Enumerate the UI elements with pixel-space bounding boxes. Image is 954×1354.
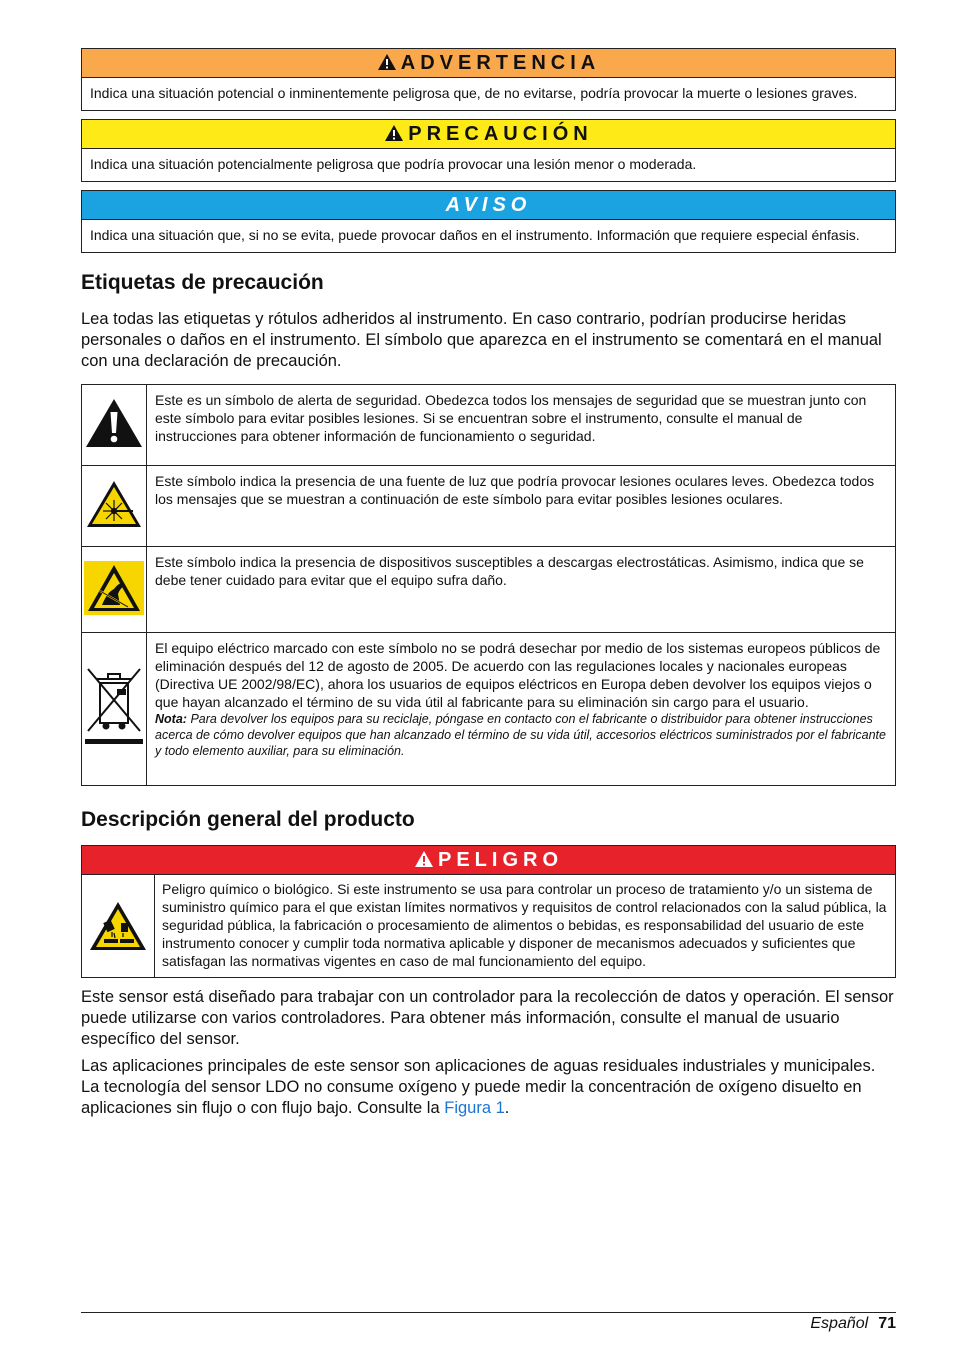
notice-box <box>81 190 896 253</box>
page-footer <box>81 1312 896 1333</box>
overview-para-2 <box>81 1056 896 1119</box>
danger-title: PELIGRO <box>437 849 563 871</box>
symbol-cell <box>82 633 147 786</box>
safety-alert-icon <box>84 397 144 449</box>
caution-text: Indica una situación potencialmente peligrosa que podría provocar una lesión menor o moderada. <box>90 156 697 172</box>
table-row <box>82 466 896 547</box>
footer-language: Español <box>810 1315 869 1332</box>
note-text: Para devolver los equipos para su reciclaje, póngase en contacto con el fabricante o distribuidor para obtener instrucciones acerca de cómo devolver equipos que han alcanzado el término de su vida útil, accesorios eléctricos suministrados por el fabricante y todo elemento auxiliar, para su eliminación. <box>155 712 886 758</box>
danger-text: Peligro químico o biológico. Si este instrumento se usa para controlar un proceso de tratamiento y/o un sistema de suministro químico para el que existan límites normativos y requisitos de control relacionados con la salud pública, la seguridad pública, la fabricación o procesamiento de alimentos o bebidas, es responsabilidad del usuario de este instrumento conocer y cumplir toda normativa aplicable y disponer de mecanismos adecuados y suficientes que satisfagan las normativas vigentes en caso de mal funcionamiento del equipo. <box>162 881 887 969</box>
figure-1-link[interactable]: Figura 1 <box>444 1099 505 1117</box>
esd-icon <box>84 561 144 615</box>
notice-title: AVISO <box>445 194 532 216</box>
warning-triangle-icon <box>384 124 404 142</box>
symbols-table <box>81 384 896 786</box>
danger-icon-cell <box>82 875 155 977</box>
notice-header <box>82 191 895 220</box>
page-content <box>81 48 896 1119</box>
danger-box <box>81 845 896 978</box>
weee-bin-icon <box>84 665 144 749</box>
para2-end: . <box>504 1099 510 1117</box>
corrosive-icon <box>88 900 148 952</box>
symbol-description: Este símbolo indica la presencia de dispositivos susceptibles a descargas electrostáticas. Asimismo, indica que se debe tener cuidado para evitar que el equipo sufra daño. <box>147 547 896 633</box>
symbol-cell <box>82 466 147 547</box>
table-row <box>82 633 896 786</box>
weee-text: El equipo eléctrico marcado con este símbolo no se podrá desechar por medio de los sistemas europeos públicos de eliminación después del 12 de agosto de 2005. De acuerdo con las regulaciones locales y nacionales europeas (Directiva UE 2002/98/EC), ahora los usuarios de equipos eléctricos en Europa deben devolver los equipos viejos o que hayan alcanzado el término de su vida útil al fabricante para su eliminación sin cargo para el usuario. <box>155 640 881 710</box>
page-number: 71 <box>878 1315 896 1332</box>
caution-header <box>82 120 895 149</box>
symbol-description-cell <box>147 633 896 786</box>
para2-text: Las aplicaciones principales de este sensor son aplicaciones de aguas residuales industriales y municipales. La tecnología del sensor LDO no consume oxígeno y puede medir la concentración de oxígeno disuelto en aplicaciones sin flujo o con flujo bajo. Consulte la <box>81 1057 876 1117</box>
symbol-description: Este es un símbolo de alerta de seguridad. Obedezca todos los mensajes de seguridad que se muestran junto con este símbolo para evitar posibles lesiones. Si se encuentran sobre el instrumento, consulte el manual de instrucciones para obtener información de funcionamiento o seguridad. <box>147 385 896 466</box>
warning-triangle-icon <box>377 53 397 71</box>
caution-box <box>81 119 896 182</box>
weee-note <box>155 711 887 759</box>
symbol-cell <box>82 547 147 633</box>
danger-header <box>82 846 895 875</box>
warning-triangle-icon <box>414 850 434 868</box>
laser-hazard-icon <box>85 479 143 529</box>
warning-title: ADVERTENCIA <box>400 52 601 74</box>
table-row <box>82 385 896 466</box>
table-row <box>82 547 896 633</box>
caution-title: PRECAUCIÓN <box>408 123 593 145</box>
warning-text: Indica una situación potencial o inminentemente peligrosa que, de no evitarse, podría provocar la muerte o lesiones graves. <box>90 85 858 101</box>
danger-content <box>82 875 895 977</box>
warning-header <box>82 49 895 78</box>
note-label: Nota: <box>155 712 187 726</box>
overview-heading: Descripción general del producto <box>81 808 415 831</box>
symbol-description: Este símbolo indica la presencia de una fuente de luz que podría provocar lesiones oculares leves. Obedezca todos los mensajes que se muestran a continuación de este símbolo para evitar posibles lesiones oculares. <box>147 466 896 547</box>
warning-box <box>81 48 896 111</box>
symbol-cell <box>82 385 147 466</box>
labels-heading: Etiquetas de precaución <box>81 271 324 294</box>
notice-text: Indica una situación que, si no se evita, puede provocar daños en el instrumento. Información que requiere especial énfasis. <box>90 227 860 243</box>
overview-para-1: Este sensor está diseñado para trabajar con un controlador para la recolección de datos y operación. El sensor puede utilizarse con varios controladores. Para obtener más información, consulte el manual de usuario específico del sensor. <box>81 988 894 1048</box>
labels-intro: Lea todas las etiquetas y rótulos adheridos al instrumento. En caso contrario, podrían producirse heridas personales o daños en el instrumento. El símbolo que aparezca en el instrumento se comentará en el manual con una declaración de precaución. <box>81 310 882 370</box>
